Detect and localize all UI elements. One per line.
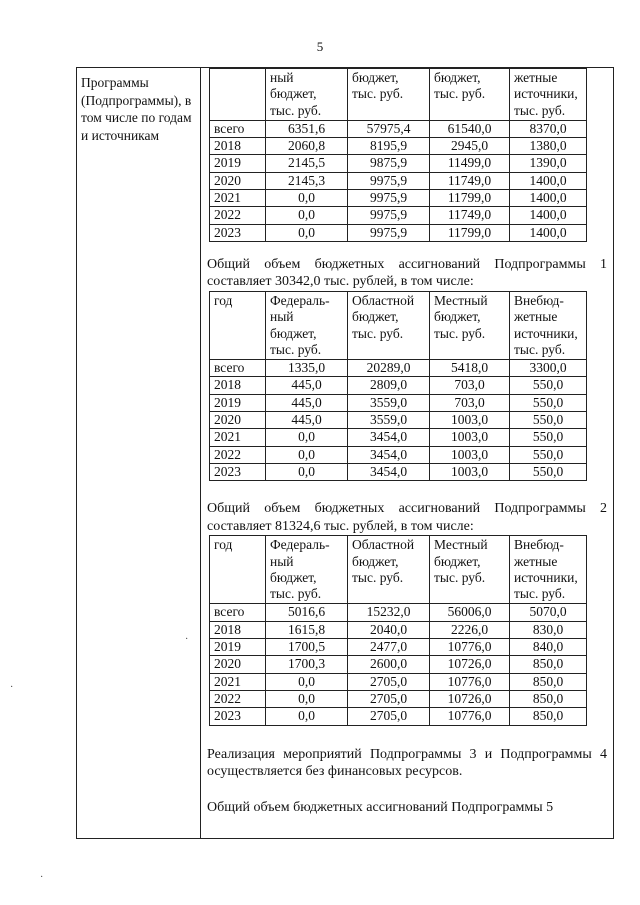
row-year-cell: 2019 (210, 394, 266, 411)
table-row (210, 120, 587, 137)
amount-cell: 1400,0 (510, 190, 587, 207)
subprogram-2-text: Общий объем бюджетных ассигнований Подпрограммы 2 составляет 81324,6 тыс. рублей, в том числе: (207, 501, 607, 534)
amount-cell: 3559,0 (348, 412, 430, 429)
amount-cell: 57975,4 (348, 120, 430, 137)
amount-cell: 850,0 (510, 690, 587, 707)
budget-table-total (209, 68, 587, 242)
amount-cell: 550,0 (510, 377, 587, 394)
table-row (210, 155, 587, 172)
amount-cell: 0,0 (266, 708, 348, 725)
column-header: год (210, 291, 266, 359)
table-row (210, 360, 587, 377)
amount-cell: 0,0 (266, 446, 348, 463)
amount-cell: 15232,0 (348, 604, 430, 621)
amount-cell: 1615,8 (266, 621, 348, 638)
row-year-cell: 2019 (210, 639, 266, 656)
amount-cell: 1003,0 (430, 446, 510, 463)
column-header: Областной бюджет, тыс. руб. (348, 536, 430, 604)
amount-cell: 2060,8 (266, 138, 348, 155)
amount-cell: 3454,0 (348, 463, 430, 480)
row-year-cell: 2022 (210, 446, 266, 463)
column-header: Местный бюджет, тыс. руб. (430, 291, 510, 359)
amount-cell: 5016,6 (266, 604, 348, 621)
row-year-cell: 2021 (210, 429, 266, 446)
amount-cell: 0,0 (266, 673, 348, 690)
amount-cell: 9975,9 (348, 207, 430, 224)
table-row (210, 412, 587, 429)
row-year-cell: всего (210, 360, 266, 377)
table-header-row (210, 69, 587, 121)
amount-cell: 2477,0 (348, 639, 430, 656)
amount-cell: 2145,5 (266, 155, 348, 172)
amount-cell: 3559,0 (348, 394, 430, 411)
table-row (210, 377, 587, 394)
column-header: Внебюд-жетные источники, тыс. руб. (510, 536, 587, 604)
amount-cell: 1700,3 (266, 656, 348, 673)
amount-cell: 703,0 (430, 377, 510, 394)
table-row (210, 690, 587, 707)
page-number: 5 (316, 39, 324, 54)
amount-cell: 10776,0 (430, 673, 510, 690)
row-label: Программы (Подпрограммы), в том числе по годам и источникам (81, 75, 192, 143)
amount-cell: 0,0 (266, 429, 348, 446)
row-year-cell: 2020 (210, 656, 266, 673)
amount-cell: 2600,0 (348, 656, 430, 673)
column-header: Местный бюджет, тыс. руб. (430, 536, 510, 604)
column-header: Внебюд-жетные источники, тыс. руб. (510, 291, 587, 359)
column-header: год (210, 536, 266, 604)
amount-cell: 10776,0 (430, 639, 510, 656)
amount-cell: 61540,0 (430, 120, 510, 137)
amount-cell: 1400,0 (510, 224, 587, 241)
amount-cell: 0,0 (266, 190, 348, 207)
column-header: бюджет, тыс. руб. (348, 69, 430, 121)
amount-cell: 6351,6 (266, 120, 348, 137)
scan-speck: · (40, 872, 44, 883)
amount-cell: 5418,0 (430, 360, 510, 377)
amount-cell: 1400,0 (510, 172, 587, 189)
table-header-row (210, 536, 587, 604)
amount-cell: 10776,0 (430, 708, 510, 725)
amount-cell: 1700,5 (266, 639, 348, 656)
row-year-cell: 2019 (210, 155, 266, 172)
amount-cell: 850,0 (510, 673, 587, 690)
funding-content (207, 68, 609, 816)
table-row (210, 621, 587, 638)
amount-cell: 550,0 (510, 429, 587, 446)
table-row (210, 656, 587, 673)
amount-cell: 550,0 (510, 446, 587, 463)
row-year-cell: всего (210, 604, 266, 621)
budget-table-subprogram-2 (209, 535, 587, 725)
amount-cell: 2945,0 (430, 138, 510, 155)
column-header: бюджет, тыс. руб. (430, 69, 510, 121)
amount-cell: 11749,0 (430, 207, 510, 224)
amount-cell: 8195,9 (348, 138, 430, 155)
amount-cell: 9875,9 (348, 155, 430, 172)
table-row (210, 429, 587, 446)
row-year-cell: всего (210, 120, 266, 137)
table-header-row (210, 291, 587, 359)
amount-cell: 3454,0 (348, 429, 430, 446)
amount-cell: 703,0 (430, 394, 510, 411)
scan-speck: · (10, 682, 14, 693)
amount-cell: 850,0 (510, 708, 587, 725)
row-year-cell: 2023 (210, 708, 266, 725)
table-row (210, 604, 587, 621)
amount-cell: 2705,0 (348, 673, 430, 690)
amount-cell: 11499,0 (430, 155, 510, 172)
amount-cell: 2705,0 (348, 690, 430, 707)
amount-cell: 445,0 (266, 377, 348, 394)
amount-cell: 445,0 (266, 412, 348, 429)
amount-cell: 1400,0 (510, 207, 587, 224)
amount-cell: 11799,0 (430, 224, 510, 241)
amount-cell: 2040,0 (348, 621, 430, 638)
amount-cell: 445,0 (266, 394, 348, 411)
amount-cell: 550,0 (510, 463, 587, 480)
table-row (210, 190, 587, 207)
amount-cell: 850,0 (510, 656, 587, 673)
column-header: Областной бюджет, тыс. руб. (348, 291, 430, 359)
amount-cell: 0,0 (266, 463, 348, 480)
amount-cell: 2226,0 (430, 621, 510, 638)
row-year-cell: 2023 (210, 463, 266, 480)
amount-cell: 9975,9 (348, 224, 430, 241)
amount-cell: 3300,0 (510, 360, 587, 377)
table-row (210, 394, 587, 411)
amount-cell: 830,0 (510, 621, 587, 638)
amount-cell: 1003,0 (430, 463, 510, 480)
amount-cell: 840,0 (510, 639, 587, 656)
amount-cell: 550,0 (510, 412, 587, 429)
row-year-cell: 2020 (210, 172, 266, 189)
table-row (210, 463, 587, 480)
amount-cell: 1335,0 (266, 360, 348, 377)
table-row (210, 446, 587, 463)
amount-cell: 9975,9 (348, 172, 430, 189)
amount-cell: 3454,0 (348, 446, 430, 463)
amount-cell: 1380,0 (510, 138, 587, 155)
row-year-cell: 2022 (210, 207, 266, 224)
amount-cell: 0,0 (266, 207, 348, 224)
amount-cell: 2145,3 (266, 172, 348, 189)
table-row (210, 138, 587, 155)
subprogram-3-4-text: Реализация мероприятий Подпрограммы 3 и Подпрограммы 4 осуществляется без финансовых ресурсов. (207, 746, 607, 779)
table-row (210, 224, 587, 241)
row-year-cell: 2018 (210, 621, 266, 638)
amount-cell: 56006,0 (430, 604, 510, 621)
amount-cell: 0,0 (266, 690, 348, 707)
column-header: ный бюджет, тыс. руб. (266, 69, 348, 121)
row-year-cell: 2023 (210, 224, 266, 241)
table-row (210, 207, 587, 224)
column-header (210, 69, 266, 121)
table-row (210, 639, 587, 656)
amount-cell: 1003,0 (430, 429, 510, 446)
amount-cell: 11799,0 (430, 190, 510, 207)
column-header: жетные источники, тыс. руб. (510, 69, 587, 121)
amount-cell: 5070,0 (510, 604, 587, 621)
table-row (210, 708, 587, 725)
table-row (210, 673, 587, 690)
amount-cell: 1390,0 (510, 155, 587, 172)
scan-speck: · (185, 634, 189, 645)
amount-cell: 8370,0 (510, 120, 587, 137)
table-row (210, 172, 587, 189)
row-year-cell: 2021 (210, 190, 266, 207)
amount-cell: 2705,0 (348, 708, 430, 725)
row-year-cell: 2018 (210, 377, 266, 394)
amount-cell: 9975,9 (348, 190, 430, 207)
passport-table (76, 67, 614, 839)
row-year-cell: 2018 (210, 138, 266, 155)
row-year-cell: 2020 (210, 412, 266, 429)
column-header: Федераль-ный бюджет, тыс. руб. (266, 291, 348, 359)
amount-cell: 0,0 (266, 224, 348, 241)
amount-cell: 550,0 (510, 394, 587, 411)
row-year-cell: 2022 (210, 690, 266, 707)
subprogram-1-text: Общий объем бюджетных ассигнований Подпрограммы 1 составляет 30342,0 тыс. рублей, в том числе: (207, 256, 607, 290)
subprogram-5-text: Общий объем бюджетных ассигнований Подпрограммы 5 (207, 799, 554, 815)
row-year-cell: 2021 (210, 673, 266, 690)
amount-cell: 20289,0 (348, 360, 430, 377)
amount-cell: 1003,0 (430, 412, 510, 429)
budget-table-subprogram-1 (209, 291, 587, 481)
column-divider (200, 68, 201, 838)
amount-cell: 11749,0 (430, 172, 510, 189)
amount-cell: 10726,0 (430, 656, 510, 673)
amount-cell: 2809,0 (348, 377, 430, 394)
column-header: Федераль-ный бюджет, тыс. руб. (266, 536, 348, 604)
amount-cell: 10726,0 (430, 690, 510, 707)
